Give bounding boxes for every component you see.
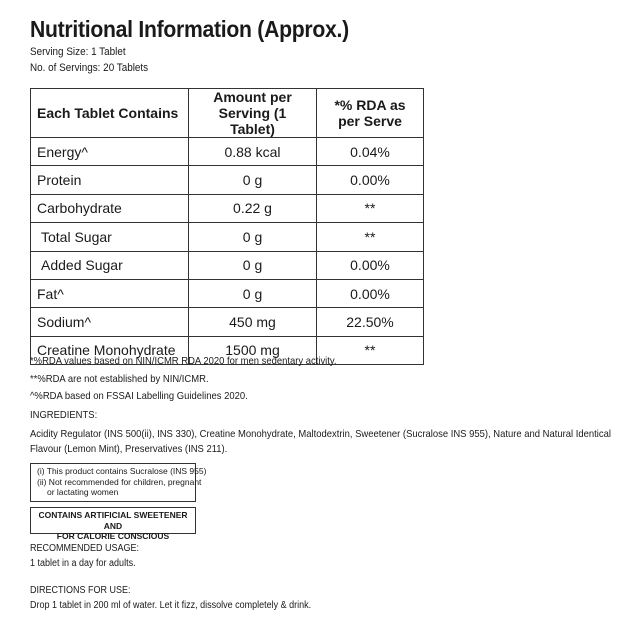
footnote-fssai: ^%RDA based on FSSAI Labelling Guidelines 2020. xyxy=(30,390,248,402)
table-row xyxy=(31,251,424,279)
nutrient-rda: 0.00% xyxy=(317,251,424,279)
nutrient-rda: 0.04% xyxy=(317,138,424,166)
nutrient-amount: 1500 mg xyxy=(189,336,317,364)
nutrient-name: Energy^ xyxy=(31,138,189,166)
directions-heading: DIRECTIONS FOR USE: xyxy=(30,585,131,596)
recommended-usage-heading: RECOMMENDED USAGE: xyxy=(30,543,140,554)
nutrient-rda: ** xyxy=(317,194,424,222)
directions-text: Drop 1 tablet in 200 ml of water. Let it fizz, dissolve completely & drink. xyxy=(30,600,312,611)
nutrient-name: Carbohydrate xyxy=(31,194,189,222)
recommended-usage-text: 1 tablet in a day for adults. xyxy=(30,558,136,569)
footnote-rda-not-established: **%RDA are not established by NIN/ICMR. xyxy=(30,373,209,385)
page-title: Nutritional Information (Approx.) xyxy=(30,16,349,42)
nutrient-rda: ** xyxy=(317,336,424,364)
nutrient-amount: 0 g xyxy=(189,279,317,307)
warning-line: or lactating women xyxy=(47,487,119,497)
table-row xyxy=(31,166,424,194)
table-row xyxy=(31,308,424,336)
table-header-row xyxy=(31,89,424,138)
nutrition-table xyxy=(30,88,424,365)
number-of-servings: No. of Servings: 20 Tablets xyxy=(30,62,149,74)
nutrient-amount: 0 g xyxy=(189,251,317,279)
nutrient-amount: 0.22 g xyxy=(189,194,317,222)
nutrient-amount: 0 g xyxy=(189,166,317,194)
nutrient-rda: 0.00% xyxy=(317,166,424,194)
nutrient-amount: 450 mg xyxy=(189,308,317,336)
table-row xyxy=(31,223,424,251)
nutrient-amount: 0.88 kcal xyxy=(189,138,317,166)
ingredients-heading: INGREDIENTS: xyxy=(30,409,98,421)
nutrient-rda: 0.00% xyxy=(317,279,424,307)
sweetener-notice-line: FOR CALORIE CONSCIOUS xyxy=(56,531,170,541)
nutrient-rda: ** xyxy=(317,223,424,251)
table-row xyxy=(31,138,424,166)
column-header-amount: Amount per Serving (1 Tablet) xyxy=(189,89,317,138)
footnote-rda-basis: *%RDA values based on NIN/ICMR RDA 2020 for men sedentary activity. xyxy=(30,355,337,367)
sweetener-notice-box xyxy=(30,507,196,541)
nutrient-amount: 0 g xyxy=(189,223,317,251)
nutrient-name: Sodium^ xyxy=(31,308,189,336)
table-row xyxy=(31,279,424,307)
sweetener-notice-line: CONTAINS ARTIFICIAL SWEETENER AND xyxy=(38,510,188,531)
serving-size: Serving Size: 1 Tablet xyxy=(30,46,126,58)
warning-box xyxy=(30,463,207,502)
nutrient-name: Total Sugar xyxy=(31,223,189,251)
nutrient-name: Creatine Monohydrate xyxy=(31,336,189,364)
warning-line: (i) This product contains Sucralose (INS 955) xyxy=(37,466,207,476)
column-header-nutrient: Each Tablet Contains xyxy=(31,89,189,138)
table-row xyxy=(31,194,424,222)
nutrient-name: Fat^ xyxy=(31,279,189,307)
column-header-rda: *% RDA as per Serve xyxy=(317,89,424,138)
warning-line: (ii) Not recommended for children, pregnant xyxy=(37,476,202,487)
nutrient-name: Protein xyxy=(31,166,189,194)
nutrient-name: Added Sugar xyxy=(31,251,189,279)
ingredients-list: Acidity Regulator (INS 500(ii), INS 330), Creatine Monohydrate, Maltodextrin, Sweetener (Sucralose INS 955), Nature and Natural Identical Flavour (Lemon Mint), Preservatives (INS 211). xyxy=(30,428,611,455)
nutrient-rda: 22.50% xyxy=(317,308,424,336)
